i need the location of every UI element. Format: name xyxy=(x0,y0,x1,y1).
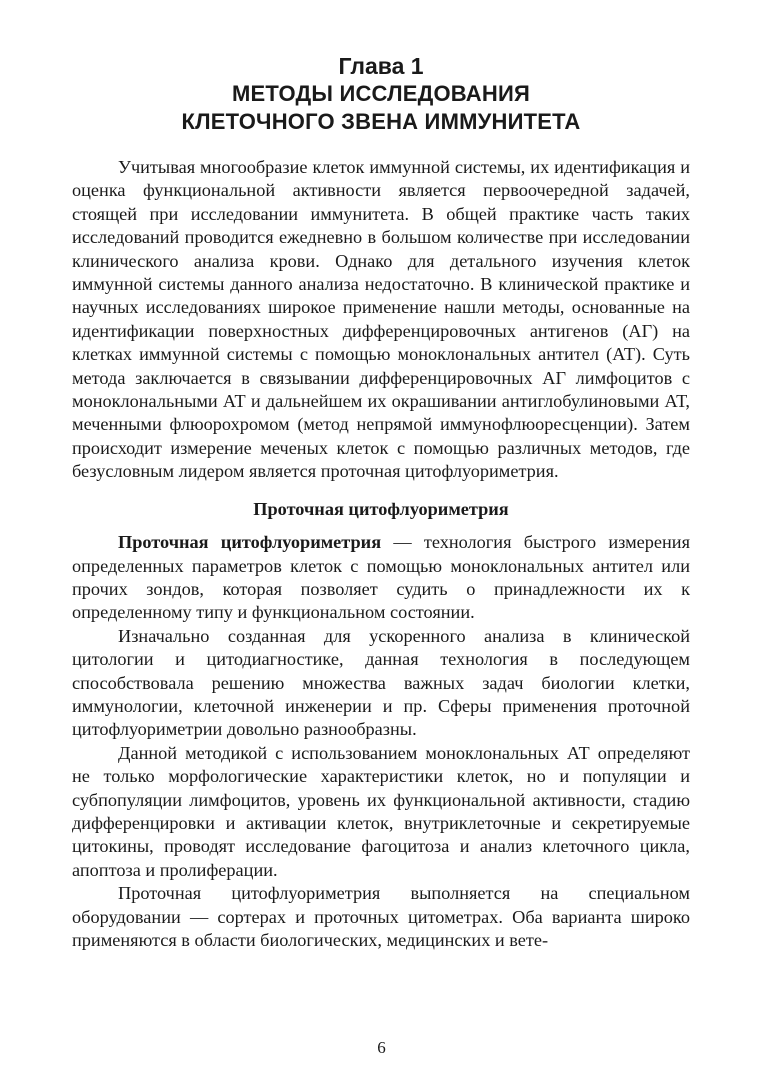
chapter-title-line1: МЕТОДЫ ИССЛЕДОВАНИЯ xyxy=(232,81,530,106)
book-page xyxy=(72,52,690,952)
chapter-label: Глава 1 xyxy=(338,53,424,79)
intro-paragraph: Учитывая многообразие клеток иммунной системы, их идентификация и оценка функциональной активности является первоочередной задачей, стоящей при исследовании иммунитета. В общей практике часть таких исследований проводится ежедневно в большом количестве при исследовании клинического анализа крови. Однако для детального изучения клеток иммунной системы данного анализа недостаточно. В клинической практике и научных исследованиях широкое применение нашли методы, основанные на идентификации поверхностных дифференцировочных антигенов (АГ) на клетках иммунной системы с помощью моноклональных антител (АТ). Суть метода заключается в связывании дифференцировочных АГ лимфоцитов с моноклональными АТ и дальнейшем их окрашивании антиглобулиновыми АТ, меченными флюорохромом (метод непрямой иммунофлюоресценции). Затем происходит измерение меченых клеток с помощью различных методов, где безусловным лидером является проточная цитофлуориметрия. xyxy=(72,157,690,482)
paragraph-equipment: Проточная цитофлуориметрия выполняется на специальном оборудовании — сортерах и проточных цитометрах. Оба варианта широко применяются в области биологических, медицинских и вете- xyxy=(72,883,690,950)
chapter-title-line2: КЛЕТОЧНОГО ЗВЕНА ИММУНИТЕТА xyxy=(181,109,581,134)
chapter-header xyxy=(72,52,690,136)
paragraph-origin: Изначально созданная для ускоренного анализа в клинической цитологии и цитодиагностике, данная технология в последующем способствовала решению множества важных задач биологии клетки, иммунологии, клеточной инженерии и пр. Сферы применения проточной цитофлуориметрии довольно разнообразны. xyxy=(72,625,690,740)
section-heading: Проточная цитофлуориметрия xyxy=(253,498,509,519)
definition-paragraph xyxy=(72,531,690,625)
paragraph-methods: Данной методикой с использованием моноклональных АТ определяют не только морфологические характеристики клеток, но и популяции и субпопуляции лимфоцитов, уровень их функциональной активности, стадию дифференцировки и активации клеток, внутриклеточные и секретируемые цитокины, проводят исследование фагоцитоза и анализ клеточного цикла, апоптоза и пролиферации. xyxy=(72,742,690,880)
definition-text: — технология быстрого измерения определенных параметров клеток с помощью моноклональных антител или прочих зондов, которая позволяет судить о принадлежности их к определенному типу и функциональном состоянии. xyxy=(72,532,690,623)
page-number: 6 xyxy=(377,1038,386,1057)
definition-term: Проточная цитофлуориметрия xyxy=(118,532,382,553)
